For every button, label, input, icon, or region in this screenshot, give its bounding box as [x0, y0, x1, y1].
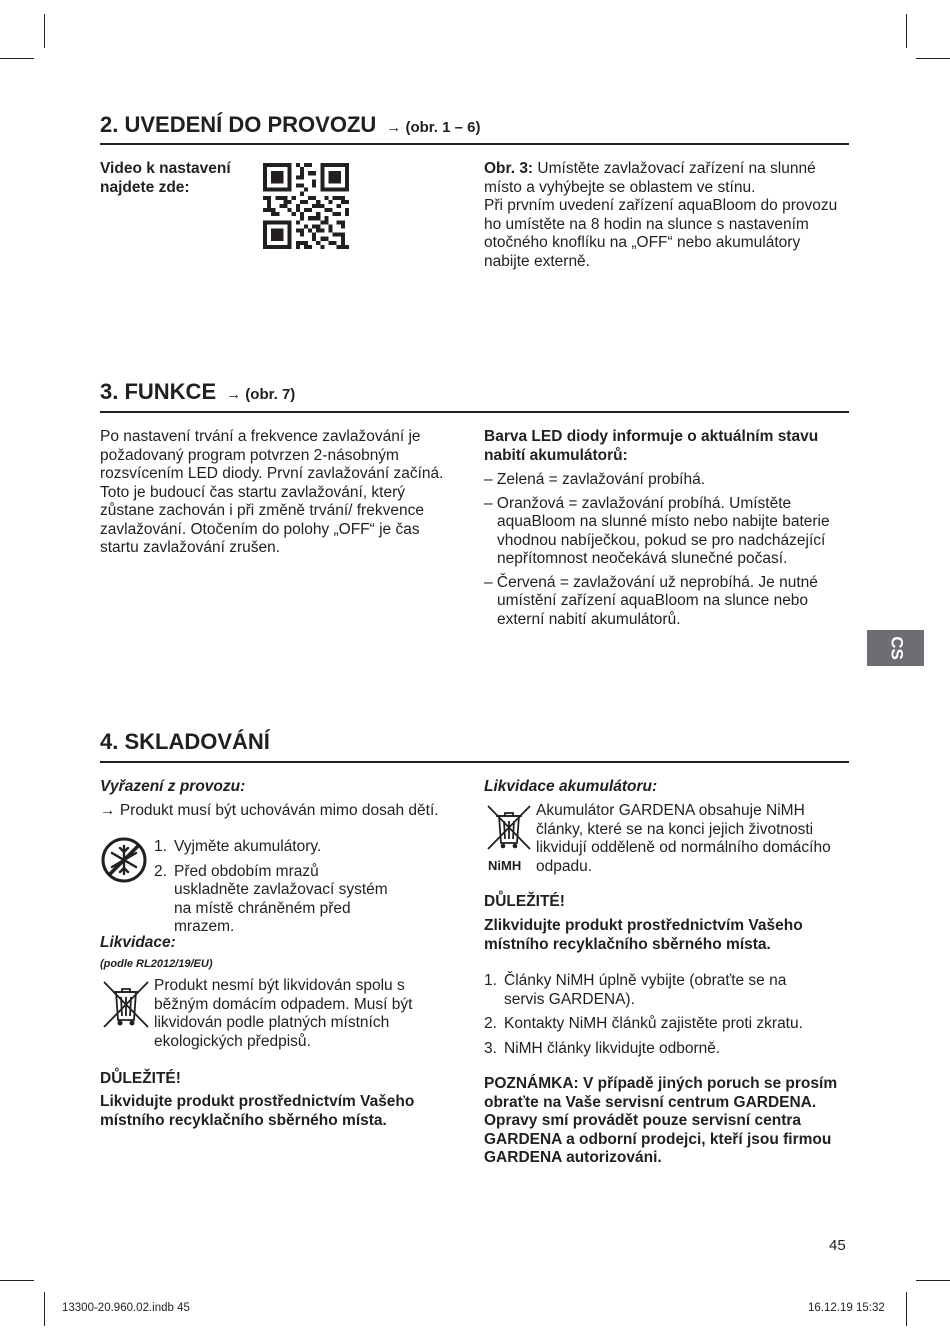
section-2-rule	[100, 143, 849, 145]
step-number: 1.	[484, 972, 497, 989]
storage-step	[154, 863, 394, 937]
crop-mark	[916, 58, 950, 59]
section-3-ref-text: (obr. 7)	[245, 386, 296, 403]
storage-step	[154, 838, 394, 857]
step-text: Vyjměte akumulátory.	[174, 838, 322, 855]
video-label: Video k nastavení najdete zde:	[100, 160, 231, 196]
akum-heading: Likvidace akumulátoru:	[484, 778, 658, 795]
step-text: Kontakty NiMH článků zajistěte proti zkratu.	[504, 1015, 803, 1032]
language-tab-label: CS	[886, 636, 906, 660]
section-3-heading	[100, 379, 295, 408]
arrow-icon: →	[386, 119, 402, 136]
likvidace-subheading: (podle RL2012/19/EU)	[100, 958, 213, 970]
led-item-orange: – Oranžová = zavlažování probíhá. Umístěte aquaBloom na slunné místo nebo nabijte baterie vhodnou nabíječkou, pokud se pro nadcházející nepřítomnost neočekává slunečné počasí.	[484, 494, 830, 567]
frost-protection-icon	[100, 836, 148, 884]
akum-step	[484, 1015, 814, 1034]
qr-code-icon[interactable]	[263, 163, 349, 249]
crop-mark	[44, 1292, 45, 1326]
dulezite2-text: Zlikvidujte produkt prostřednictvím Vašeho místního recyklačního sběrného místa.	[484, 917, 803, 953]
step-text: Před obdobím mrazů uskladněte zavlažovací systém na místě chráněném před mrazem.	[174, 862, 388, 935]
akum-step	[484, 972, 814, 1009]
section-4-heading: 4. SKLADOVÁNÍ	[100, 729, 270, 754]
arrow-icon: →	[100, 802, 116, 819]
nimh-label: NiMH	[488, 858, 522, 873]
vyrazeni-text: Produkt musí být uchováván mimo dosah dětí.	[119, 802, 439, 819]
likvidace-heading: Likvidace:	[100, 934, 176, 951]
step-number: 2.	[154, 862, 167, 880]
step-number: 1.	[154, 838, 167, 855]
language-tab[interactable]	[867, 630, 924, 666]
crossed-bin-icon	[102, 980, 150, 1030]
section-3-left-text: Po nastavení trvání a frekvence zavlažování je požadovaný program potvrzen 2-násobným rozsvícením LED diody. První zavlažování začíná. Toto je budoucí čas startu zavlažování, který zůstane zachován i při změně trvání/ frekvence zavlažování. Otočením do polohy „OFF“ je čas startu zavlažování zrušen.	[100, 428, 444, 556]
vyrazeni-heading: Vyřazení z provozu:	[100, 778, 246, 795]
section-3-ref	[226, 386, 295, 403]
likvidace-text: Produkt nesmí být likvidován spolu s běžným domácím odpadem. Musí být likvidován podle platných místních ekologických předpisů.	[154, 977, 413, 1050]
first-use-text: Při prvním uvedení zařízení aquaBloom do provozu ho umístěte na 8 hodin na slunce s nastavením otočného knoflíku na „OFF“ nebo akumulátory nabijte externě.	[484, 197, 838, 270]
storage-steps	[154, 838, 394, 943]
dulezite2-label: DŮLEŽITÉ!	[484, 893, 565, 910]
section-2-heading	[100, 112, 480, 141]
akum-step	[484, 1040, 814, 1059]
akum-steps	[484, 972, 814, 1064]
obr3-label: Obr. 3:	[484, 160, 534, 177]
step-number: 3.	[484, 1039, 497, 1057]
page-number: 45	[829, 1237, 846, 1254]
led-heading: Barva LED diody informuje o aktuálním stavu nabití akumulátorů:	[484, 428, 819, 464]
crop-mark	[906, 14, 907, 48]
section-4-rule	[100, 761, 849, 763]
section-3-title: 3. FUNKCE	[100, 379, 217, 404]
section-2-ref	[386, 119, 480, 136]
section-3-right-column	[484, 428, 839, 634]
section-2-right-column	[484, 160, 839, 271]
dulezite-label: DŮLEŽITÉ!	[100, 1070, 181, 1087]
step-text: NiMH články likvidujte odborně.	[504, 1039, 721, 1057]
crop-mark	[0, 1280, 34, 1281]
led-item-red: – Červená = zavlažování už neprobíhá. Je nutné umístění zařízení aquaBloom na slunce nebo externí nabití akumulátorů.	[484, 573, 818, 628]
crop-mark	[0, 58, 34, 59]
footer-file: 13300-20.960.02.indb 45	[62, 1302, 190, 1314]
dulezite-text: Likvidujte produkt prostřednictvím Vašeho místního recyklačního sběrného místa.	[100, 1093, 415, 1129]
section-3-rule	[100, 411, 849, 413]
obr3-paragraph	[484, 160, 839, 197]
obr3-text: Umístěte zavlažovací zařízení na slunné místo a vyhýbejte se oblastem ve stínu.	[484, 160, 816, 196]
footer-date: 16.12.19 15:32	[808, 1302, 885, 1314]
crop-mark	[916, 1280, 950, 1281]
section-2-ref-text: (obr. 1 – 6)	[405, 119, 481, 136]
akum-text: Akumulátor GARDENA obsahuje NiMH články, které se na konci jejich životnosti likvidují odděleně od normálního domácího odpadu.	[536, 802, 831, 875]
step-text: Články NiMH úplně vybijte (obraťte se na servis GARDENA).	[504, 972, 787, 1008]
poznamka-text: POZNÁMKA: V případě jiných poruch se prosím obraťte na Vaše servisní centrum GARDENA. Opravy smí provádět pouze servisní centra GARDENA a odborní prodejci, kteří jsou firmou GARDENA autorizováni.	[484, 1075, 838, 1166]
section-2-title: 2. UVEDENÍ DO PROVOZU	[100, 112, 377, 137]
crop-mark	[906, 1292, 907, 1326]
vyrazeni-text-row	[100, 802, 439, 821]
battery-bin-icon	[486, 804, 532, 852]
arrow-icon: →	[226, 386, 242, 403]
led-item-green: – Zelená = zavlažování probíhá.	[484, 471, 706, 488]
step-number: 2.	[484, 1015, 497, 1032]
crop-mark	[44, 14, 45, 48]
